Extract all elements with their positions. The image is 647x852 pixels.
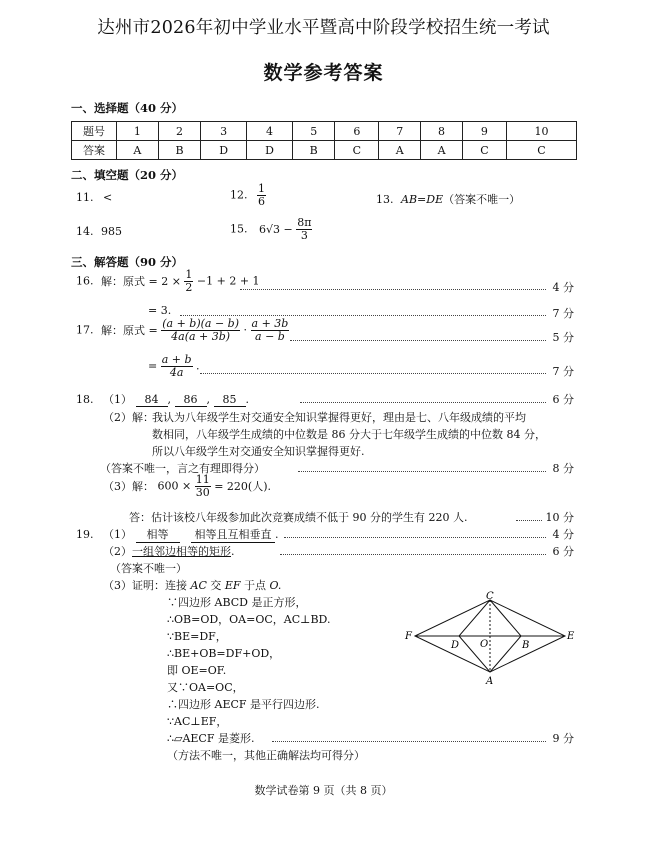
q15-number: 15. bbox=[230, 222, 248, 236]
q17-line1 bbox=[76, 318, 289, 342]
document-title: 达州市2026年初中学业水平暨高中阶段学校招生统一考试 bbox=[97, 18, 550, 38]
q18-p2-line1: 我认为八年级学生对交通安全知识掌握得更好，理由是七、八年级成绩的平均 bbox=[152, 411, 526, 424]
q16-number: 16. bbox=[76, 274, 94, 288]
q16-lead: 解：原式 = 2 × bbox=[101, 275, 181, 289]
table-cell: 4 bbox=[247, 122, 293, 141]
table-header-cell: 答案 bbox=[72, 141, 117, 160]
table-cell: A bbox=[117, 141, 159, 160]
table-cell: C bbox=[462, 141, 506, 160]
q19-blank-1: 相等 bbox=[136, 526, 180, 543]
q17-number: 17. bbox=[76, 323, 94, 337]
q18-p3-label: （3）解： bbox=[103, 480, 154, 494]
table-cell: 1 bbox=[117, 122, 159, 141]
proof-line: 又∵OA=OC， bbox=[167, 681, 244, 694]
table-cell: C bbox=[335, 141, 379, 160]
q19-part3-intro bbox=[103, 577, 281, 593]
label-o: O bbox=[480, 639, 489, 650]
q17-score-2: 7 分 bbox=[552, 365, 574, 378]
score-leader bbox=[300, 402, 546, 403]
label-e: E bbox=[567, 631, 575, 642]
document-subtitle: 数学参考答案 bbox=[263, 62, 384, 84]
q17-fraction-3 bbox=[161, 354, 193, 378]
label-a: A bbox=[486, 676, 494, 687]
q16-line2: = 3. bbox=[148, 304, 172, 317]
table-cell: A bbox=[421, 141, 463, 160]
section-1-heading: 一、选择题（40 分） bbox=[71, 101, 184, 115]
q11 bbox=[76, 191, 112, 204]
q17-f2-denominator: a − b bbox=[255, 329, 285, 343]
proof-line: ∴BE+OB=DF+OD， bbox=[167, 647, 281, 660]
q15-prefix: 6√3 − bbox=[259, 222, 293, 236]
score-leader bbox=[272, 741, 546, 742]
q19-score-3: 9 分 bbox=[552, 732, 574, 745]
q12-fraction bbox=[257, 183, 266, 207]
q18-part1: 18. （1） 84 , 86 , 85 . bbox=[76, 393, 249, 406]
q18-blank-3: 85 bbox=[214, 393, 246, 407]
q17-f1-denominator: 4a(a + 3b) bbox=[171, 329, 231, 343]
q18-p3-post: = 220(人). bbox=[214, 480, 272, 494]
q19-blank-2: 相等且互相垂直 bbox=[191, 526, 275, 543]
q11-number: 11. bbox=[76, 191, 94, 204]
q16-score-2: 7 分 bbox=[552, 307, 574, 320]
q18-p3-pre: 600 × bbox=[157, 479, 192, 493]
q13-number: 13. bbox=[376, 193, 394, 206]
page-footer: 数学试卷第 9 页（共 8 页） bbox=[254, 784, 393, 797]
table-row bbox=[72, 141, 577, 160]
q19-number: 19. bbox=[76, 528, 94, 541]
q17-line2 bbox=[148, 354, 200, 378]
table-cell: B bbox=[158, 141, 200, 160]
table-cell: 8 bbox=[421, 122, 463, 141]
rhombus-figure bbox=[400, 590, 580, 690]
q18-p3-numerator: 11 bbox=[195, 473, 210, 486]
q19-p3-ac: AC bbox=[190, 579, 207, 592]
score-leader bbox=[290, 340, 546, 341]
label-d: D bbox=[451, 640, 460, 651]
table-cell: C bbox=[506, 141, 576, 160]
q19-p1-end: . bbox=[275, 528, 279, 541]
table-cell: 5 bbox=[292, 122, 334, 141]
q12-numerator: 1 bbox=[258, 182, 265, 195]
q18-score-3: 10 分 bbox=[545, 511, 574, 524]
q12-number: 12. bbox=[230, 188, 248, 202]
label-c: C bbox=[486, 591, 494, 602]
q17-eq: = bbox=[148, 359, 158, 373]
q16-line1 bbox=[76, 269, 260, 293]
section-3-heading: 三、解答题（90 分） bbox=[71, 255, 184, 269]
q18-p2-line2: 数相同，八年级学生成绩的中位数是 86 分大于七年级学生成绩的中位数 84 分， bbox=[152, 428, 546, 441]
q19-p2-label: （2） bbox=[103, 545, 132, 558]
q11-answer: < bbox=[103, 191, 113, 204]
q12 bbox=[230, 183, 266, 207]
q17-end: . bbox=[196, 359, 200, 373]
q17-f1-numerator: (a + b)(a − b) bbox=[162, 317, 240, 330]
proof-line: 即 OE=OF. bbox=[167, 664, 227, 677]
proof-line: ∴四边形 AECF 是平行四边形. bbox=[167, 698, 320, 711]
score-leader bbox=[516, 520, 542, 521]
q17-lead: 解：原式 = bbox=[101, 324, 158, 338]
q19-score-1: 4 分 bbox=[552, 528, 574, 541]
score-leader bbox=[200, 373, 546, 374]
q14-number: 14. bbox=[76, 225, 94, 238]
proof-line: ∵AC⊥EF， bbox=[167, 715, 228, 728]
q17-score-1: 5 分 bbox=[552, 331, 574, 344]
q19-part2 bbox=[103, 543, 235, 559]
table-cell: D bbox=[247, 141, 293, 160]
label-b: B bbox=[522, 640, 530, 651]
label-f: F bbox=[405, 631, 412, 642]
proof-line: ∴▱AECF 是菱形. bbox=[167, 732, 255, 745]
q17-f2-numerator: a + 3b bbox=[251, 317, 289, 330]
q15 bbox=[230, 217, 312, 241]
q18-p3-fraction bbox=[195, 474, 211, 498]
section-2-heading: 二、填空题（20 分） bbox=[71, 168, 184, 182]
q19-blank-3: 一组邻边相等的矩形 bbox=[132, 545, 231, 558]
q18-part3 bbox=[103, 474, 271, 498]
q19-p3-tail: 于点 bbox=[244, 579, 267, 592]
q15-fraction bbox=[296, 217, 312, 241]
score-leader bbox=[240, 289, 546, 290]
q18-p3-denominator: 30 bbox=[195, 485, 210, 499]
table-cell: A bbox=[379, 141, 421, 160]
q18-p1-label: （1） bbox=[103, 393, 132, 406]
table-cell: 6 bbox=[335, 122, 379, 141]
table-cell: 7 bbox=[379, 122, 421, 141]
q19-p3-ef: EF bbox=[224, 579, 241, 592]
proof-line: ∵BE=DF， bbox=[167, 630, 227, 643]
q19-method-note: （方法不唯一，其他正确解法均可得分） bbox=[167, 749, 365, 762]
q18-note: （答案不唯一，言之有理即得分） bbox=[100, 462, 265, 475]
proof-line: ∵四边形 ABCD 是正方形， bbox=[167, 596, 307, 609]
answer-table bbox=[71, 121, 577, 160]
q16-rest: −1 + 2 + 1 bbox=[196, 274, 260, 288]
q18-number: 18. bbox=[76, 393, 94, 406]
q18-p2-line3: 所以八年级学生对交通安全知识掌握得更好. bbox=[152, 445, 365, 458]
q17-dot: · bbox=[243, 323, 248, 337]
q12-denominator: 6 bbox=[258, 194, 265, 208]
score-leader bbox=[180, 315, 546, 316]
q13-answer: AB=DE bbox=[401, 193, 444, 206]
q19-p2-note: （答案不唯一） bbox=[110, 562, 187, 575]
q18-score-1: 6 分 bbox=[552, 393, 574, 406]
q13 bbox=[376, 191, 520, 207]
q19-p3-mid: 交 bbox=[210, 579, 222, 592]
proof-line: ∴OB=OD，OA=OC，AC⊥BD. bbox=[167, 613, 331, 626]
q15-denominator: 3 bbox=[300, 228, 308, 242]
q18-score-2: 8 分 bbox=[552, 462, 574, 475]
q16-fraction bbox=[184, 269, 193, 293]
q18-blank-1: 84 bbox=[136, 393, 168, 407]
q17-f3-numerator: a + b bbox=[161, 353, 192, 366]
q16-numerator: 1 bbox=[185, 268, 193, 281]
q17-f3-denominator: 4a bbox=[169, 365, 184, 379]
q18-p2-label: （2）解： bbox=[103, 411, 154, 424]
q19-p3-label: （3）证明：连接 bbox=[103, 579, 187, 592]
table-cell: 9 bbox=[462, 122, 506, 141]
q17-fraction-1 bbox=[161, 318, 240, 342]
q16-denominator: 2 bbox=[185, 280, 193, 294]
q19-score-2: 6 分 bbox=[552, 545, 574, 558]
q13-note: （答案不唯一） bbox=[443, 193, 521, 206]
table-header-cell: 题号 bbox=[72, 122, 117, 141]
table-cell: 2 bbox=[158, 122, 200, 141]
q19-p1-label: （1） bbox=[103, 528, 132, 541]
q19-part1 bbox=[76, 526, 279, 543]
score-leader bbox=[280, 554, 546, 555]
q14-answer: 985 bbox=[101, 225, 122, 238]
score-leader bbox=[284, 537, 546, 538]
q17-fraction-2 bbox=[251, 318, 290, 342]
table-cell: B bbox=[292, 141, 334, 160]
q19-p3-o: O. bbox=[269, 579, 282, 592]
q18-answer: 答：估计该校八年级参加此次竞赛成绩不低于 90 分的学生有 220 人. bbox=[129, 511, 468, 524]
table-cell: D bbox=[201, 141, 247, 160]
q16-score-1: 4 分 bbox=[552, 281, 574, 294]
q19-p2-end: . bbox=[231, 545, 235, 558]
q15-numerator: 8π bbox=[297, 216, 312, 229]
table-cell: 3 bbox=[201, 122, 247, 141]
score-leader bbox=[298, 471, 546, 472]
q18-blank-2: 86 bbox=[175, 393, 207, 407]
table-row bbox=[72, 122, 577, 141]
table-cell: 10 bbox=[506, 122, 576, 141]
q14 bbox=[76, 225, 122, 238]
